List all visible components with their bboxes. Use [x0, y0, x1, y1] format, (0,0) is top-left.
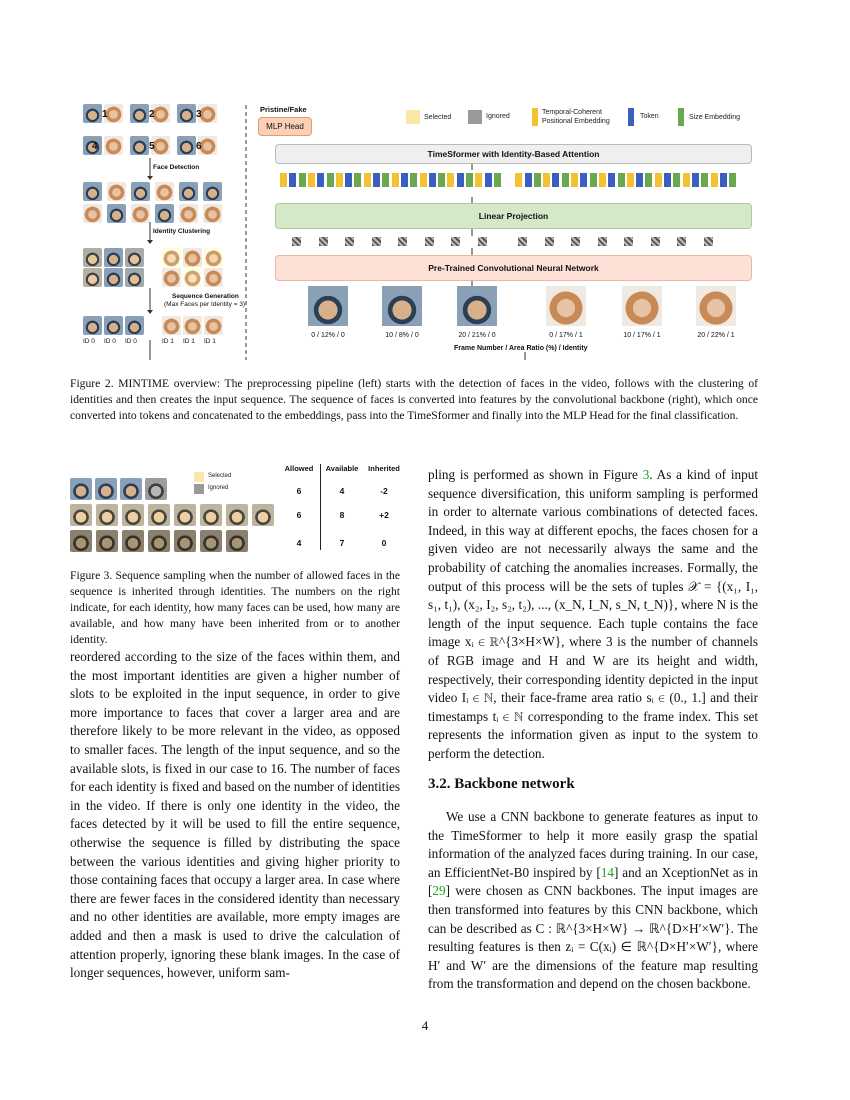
id-label: ID 0 — [125, 338, 137, 345]
cell: 4 — [296, 538, 302, 548]
frame-number: 2 — [149, 109, 155, 120]
face-thumb — [162, 316, 181, 335]
cell: 7 — [339, 538, 345, 548]
token-cell — [438, 173, 445, 187]
fig3-face — [148, 530, 170, 552]
cell: 4 — [339, 486, 345, 496]
paragraph — [428, 808, 758, 994]
figure-reference-link[interactable]: 3 — [642, 467, 650, 482]
cell: +2 — [379, 510, 389, 520]
face-thumb — [83, 248, 102, 267]
right-column-text-2 — [428, 808, 758, 994]
id-label: ID 1 — [162, 338, 174, 345]
citation-link[interactable]: 29 — [432, 883, 446, 899]
token-cell — [525, 173, 532, 187]
legend-selected: Selected — [424, 114, 452, 121]
legend-temporal: Temporal-Coherent Positional Embedding — [542, 109, 610, 125]
face-thumb — [204, 316, 223, 335]
token-cell — [345, 173, 352, 187]
table-divider — [320, 464, 321, 550]
feature-map — [398, 237, 407, 246]
figure-2 — [80, 100, 760, 360]
text-run: ] were chosen as CNN backbones. The input images are then transformed into features by this CNN backbone, which can be described as C : ℝ^{3×H×W} → ℝ^{D×H′×W′}. The resulting features is then zᵢ = C(xᵢ) ∈ ℝ^{D×H′×W′}, where H′ and W′ are the dimensions of the feature map resulting from the transformation and depend on the chosen backbone. — [428, 883, 758, 992]
timesformer-box: TimeSformer with Identity-Based Attention — [275, 144, 752, 164]
page-number: 4 — [421, 1018, 429, 1033]
token-cell — [429, 173, 436, 187]
feature-map — [704, 237, 713, 246]
fig3-face — [226, 504, 248, 526]
token-cell — [673, 173, 680, 187]
input-frame — [622, 286, 662, 326]
token-cell — [336, 173, 343, 187]
axis-caption: Frame Number / Area Ratio (%) / Identity — [454, 345, 588, 352]
text-run: pling is performed as shown in Figure — [428, 467, 643, 482]
fig3-face — [145, 478, 167, 500]
token-cell — [692, 173, 699, 187]
token-cell — [729, 173, 736, 187]
token-cell — [627, 173, 634, 187]
face-thumb — [183, 248, 202, 267]
legend-ignored: Ignored — [486, 113, 510, 120]
fig3-face — [174, 504, 196, 526]
face-thumb — [83, 204, 102, 223]
face-thumb — [83, 316, 102, 335]
face-thumb — [107, 182, 126, 201]
fig3-ignored-swatch — [194, 484, 204, 494]
token-cell — [280, 173, 287, 187]
right-column-text — [428, 466, 758, 764]
token-cell — [590, 173, 597, 187]
frame-number: 3 — [196, 109, 202, 120]
fig3-face — [70, 504, 92, 526]
text-run: We use a CNN backbone to generate features as input to the TimeSformer to help it more easily grasp the spatial information of the analyzed faces during training. In our case, an EfficientNet-B0 inspired by [ — [428, 809, 758, 880]
feature-map — [451, 237, 460, 246]
legend-selected-swatch — [406, 110, 420, 124]
token-cell — [494, 173, 501, 187]
face-thumb — [131, 182, 150, 201]
legend-size-swatch — [678, 108, 684, 126]
frame-number: 5 — [149, 141, 155, 152]
feature-map — [372, 237, 381, 246]
face-thumb — [107, 204, 126, 223]
token-cell — [308, 173, 315, 187]
token-cell — [645, 173, 652, 187]
id-label: ID 1 — [204, 338, 216, 345]
fig3-face — [200, 504, 222, 526]
linear-projection-box: Linear Projection — [275, 203, 752, 229]
face-thumb — [83, 268, 102, 287]
token-cell — [299, 173, 306, 187]
id-label: ID 0 — [83, 338, 95, 345]
face-thumb — [162, 268, 181, 287]
feature-map — [545, 237, 554, 246]
token-cell — [571, 173, 578, 187]
step-face-detection: Face Detection — [153, 164, 200, 171]
token-cell — [701, 173, 708, 187]
paragraph: reordered according to the size of the faces within them, and the most important identities are given a higher number of slots to be exploited in the input sequence, in order to give more importance to faces that cover a larger area and are therefore likely to be more relevant in the video, as opposed to smaller faces. The length of the input sequence, and so the available slots, is fixed in our case to 16. The number of faces for each identity is fixed and based on the number of identities in the video. If there is only one identity in the video, the faces detected by it will be used to fill the entire sequence, otherwise the sequence is filled by distributing the space between the various identities and giving higher priority to those containing faces that occupy a larger area. In case where there are fewer faces in the considered identity than necessary and no other identities are available, more empty images are added and then a mask is used to drive the calculation of attention properly, ignoring these blank images. In the case of longer sequences, however, uniform sam- — [70, 649, 400, 981]
frame-label: 0 / 12% / 0 — [311, 332, 345, 339]
frame-number: 4 — [92, 141, 98, 152]
legend-ignored-swatch — [468, 110, 482, 124]
token-cell — [475, 173, 482, 187]
frame-label: 10 / 17% / 1 — [623, 332, 661, 339]
face-thumb — [204, 268, 223, 287]
pristine-fake-label: Pristine/Fake — [260, 105, 307, 114]
fig3-face — [95, 478, 117, 500]
input-frame — [546, 286, 586, 326]
token-cell — [664, 173, 671, 187]
id-label: ID 1 — [183, 338, 195, 345]
token-cell — [562, 173, 569, 187]
face-thumb — [183, 268, 202, 287]
token-cell — [711, 173, 718, 187]
step-identity-clustering: Identity Clustering — [153, 228, 211, 235]
legend-token: Token — [640, 113, 659, 120]
feature-map — [571, 237, 580, 246]
token-cell — [485, 173, 492, 187]
face-thumb — [104, 316, 123, 335]
token-cell — [636, 173, 643, 187]
face-thumb — [125, 248, 144, 267]
cell: 6 — [296, 510, 302, 520]
header-inherited: Inherited — [368, 464, 400, 473]
token-cell — [364, 173, 371, 187]
legend-size: Size Embedding — [689, 114, 740, 121]
token-cell — [534, 173, 541, 187]
feature-map — [425, 237, 434, 246]
fig3-face — [122, 504, 144, 526]
text-run: ] and an XceptionNet as in [ — [428, 864, 758, 899]
cnn-box: Pre-Trained Convolutional Neural Network — [275, 255, 752, 281]
token-cell — [401, 173, 408, 187]
fig3-face — [96, 504, 118, 526]
token-cell — [447, 173, 454, 187]
frame-number: 6 — [196, 141, 202, 152]
step-sequence-generation-note: (Max Faces per Identity = 3) — [164, 301, 246, 308]
feature-map — [651, 237, 660, 246]
cell: 8 — [339, 510, 345, 520]
face-thumb — [125, 268, 144, 287]
section-heading: 3.2. Backbone network — [428, 776, 575, 792]
fig3-legend-ignored: Ignored — [208, 485, 229, 491]
face-thumb — [204, 248, 223, 267]
feature-map — [319, 237, 328, 246]
feature-map — [292, 237, 301, 246]
face-thumb — [131, 204, 150, 223]
fig3-face — [122, 530, 144, 552]
fig3-face — [70, 478, 92, 500]
frame-label: 20 / 21% / 0 — [458, 332, 496, 339]
figure-3-caption: Figure 3. Sequence sampling when the number of allowed faces in the sequence is inherited through identities. The numbers on the right indicate, for each identity, how many faces can be used, how many are available, and how many have been inherited from or to another identity. — [70, 569, 400, 646]
feature-map — [345, 237, 354, 246]
face-thumb — [183, 316, 202, 335]
left-column-text — [70, 648, 400, 983]
cell: 0 — [381, 538, 387, 548]
token-cell — [655, 173, 662, 187]
frame-label: 10 / 8% / 0 — [385, 332, 419, 339]
fig3-face — [252, 504, 274, 526]
id-label: ID 0 — [104, 338, 116, 345]
legend-temporal-swatch — [532, 108, 538, 126]
face-thumb — [104, 248, 123, 267]
token-cell — [373, 173, 380, 187]
token-cell — [552, 173, 559, 187]
token-cell — [466, 173, 473, 187]
text-run: . As a kind of input sequence diversification, this uniform sampling is performed in order to alternate various combinations of detected faces. Indeed, in this way at different epochs, the faces chosen for a given video are not necessarily always the same and the probability of catching the anomalies increases. Formally, the output of this process will be the sets of tuples 𝒳 = {(x₁, I₁, s₁, t₁), (x₂, I₂, s₂, t₂), ..., (x_N, I_N, s_N, t_N)}, where N is the length of the input sequence. Each tuple contains the face image xᵢ ∈ ℝ^{3×H×W}, where 3 is the number of channels of RGB image and H and W are its height and width, respectively, their corresponding identity depicted in the input video Iᵢ ∈ ℕ, their face-frame area ratio sᵢ ∈ (0., 1.] and their timestamps tᵢ ∈ ℕ corresponding to the frame index. This set represents the information given as input to the system to perform the detection. — [428, 467, 758, 761]
face-thumb — [104, 268, 123, 287]
token-cell — [382, 173, 389, 187]
header-allowed: Allowed — [284, 464, 314, 473]
token-cell — [354, 173, 361, 187]
feature-map — [677, 237, 686, 246]
frame-label: 0 / 17% / 1 — [549, 332, 583, 339]
frame-number: 1 — [102, 109, 108, 120]
face-thumb — [155, 182, 174, 201]
token-cell — [599, 173, 606, 187]
token-cell — [543, 173, 550, 187]
fig3-face — [148, 504, 170, 526]
token-cell — [720, 173, 727, 187]
face-thumb — [155, 204, 174, 223]
token-cell — [327, 173, 334, 187]
face-thumb — [125, 316, 144, 335]
token-cell — [289, 173, 296, 187]
face-thumb — [162, 248, 181, 267]
figure-3 — [70, 458, 410, 558]
face-thumb — [179, 182, 198, 201]
input-frame — [696, 286, 736, 326]
input-frame — [382, 286, 422, 326]
fig3-face — [96, 530, 118, 552]
face-thumb — [83, 182, 102, 201]
citation-link[interactable]: 14 — [600, 864, 614, 880]
header-available: Available — [325, 464, 359, 473]
fig3-face — [120, 478, 142, 500]
token-cell — [457, 173, 464, 187]
figure-2-caption: Figure 2. MINTIME overview: The preprocessing pipeline (left) starts with the detection of faces in the video, follows with the clustering of identities and then creates the input sequence. The sequence of faces is converted into features by the convolutional backbone (right), which once converted into tokens and concatenated to the embeddings, pass into the TimeSformer and finally into the MLP Head for the final classification. — [70, 377, 758, 422]
legend-token-swatch — [628, 108, 634, 126]
face-thumb — [179, 204, 198, 223]
mlp-head-box: MLP Head — [258, 117, 312, 136]
feature-map — [478, 237, 487, 246]
fig3-legend-selected: Selected — [208, 473, 232, 479]
fig3-face — [174, 530, 196, 552]
fig3-selected-swatch — [194, 472, 204, 482]
token-cell — [317, 173, 324, 187]
feature-map — [518, 237, 527, 246]
paragraph — [428, 466, 758, 764]
fig3-face — [200, 530, 222, 552]
fig3-face — [226, 530, 248, 552]
step-sequence-generation: Sequence Generation — [172, 293, 239, 300]
face-thumb — [203, 204, 222, 223]
face-thumb — [203, 182, 222, 201]
token-cell — [392, 173, 399, 187]
token-cell — [410, 173, 417, 187]
feature-map — [624, 237, 633, 246]
token-cell — [618, 173, 625, 187]
feature-map — [598, 237, 607, 246]
cell: 6 — [296, 486, 302, 496]
frame-label: 20 / 22% / 1 — [697, 332, 735, 339]
input-frame — [457, 286, 497, 326]
token-cell — [580, 173, 587, 187]
token-cell — [683, 173, 690, 187]
cell: -2 — [380, 486, 388, 496]
input-frame — [308, 286, 348, 326]
token-cell — [608, 173, 615, 187]
token-cell — [420, 173, 427, 187]
fig3-face — [70, 530, 92, 552]
token-cell — [515, 173, 522, 187]
